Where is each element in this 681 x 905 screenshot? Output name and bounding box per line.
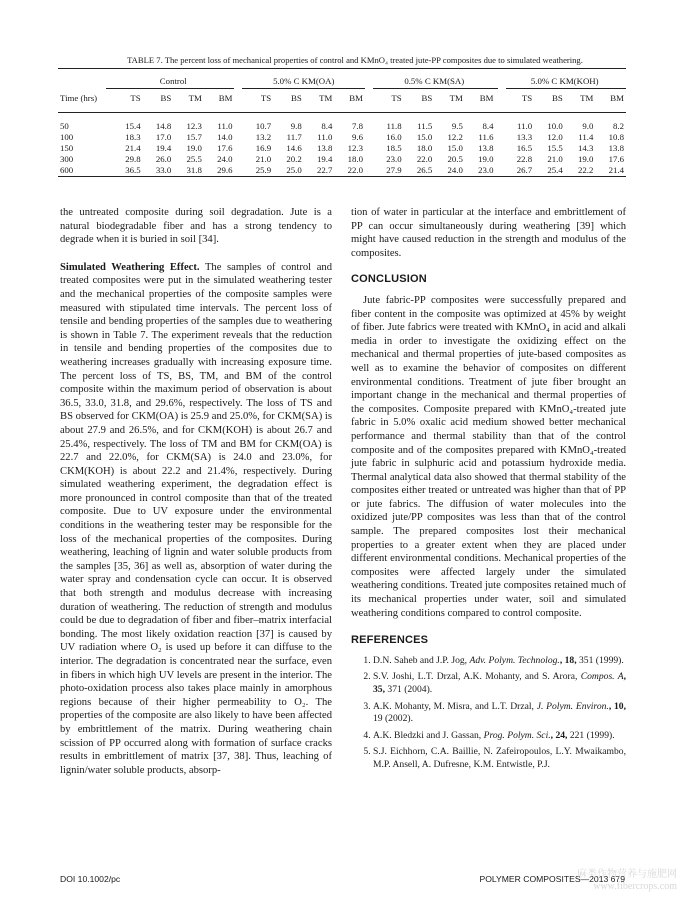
value-cell: 8.4 (482, 121, 494, 131)
reference-authors: S.V. Joshi, L.T. Drzal, A.K. Mohanty, and S. Arora, (373, 671, 581, 683)
value-cell: 18.0 (416, 143, 433, 153)
value-cell: 19.0 (577, 154, 594, 164)
value-cell: 25.0 (286, 165, 302, 175)
value-cell: 11.0 (517, 121, 533, 131)
time-cell: 300 (60, 154, 74, 164)
value-cell: 26.0 (155, 154, 172, 164)
sub-header: TS (391, 93, 402, 103)
value-cell: 11.4 (578, 132, 594, 142)
value-cell: 9.0 (582, 121, 594, 131)
value-cell: 10.0 (547, 121, 563, 131)
value-cell: 10.8 (608, 132, 624, 142)
group-header: 5.0% C KM(KOH) (530, 76, 599, 86)
group-header: Control (159, 76, 187, 86)
value-cell: 9.6 (352, 132, 363, 142)
value-cell: 16.9 (255, 143, 272, 153)
value-cell: 16.0 (386, 132, 402, 142)
value-cell: 14.8 (155, 121, 172, 131)
value-cell: 25.4 (547, 165, 563, 175)
value-cell: 11.0 (217, 121, 233, 131)
value-cell: 8.4 (321, 121, 333, 131)
value-cell: 24.0 (447, 165, 463, 175)
reference-journal: J. Polym. Environ. (536, 700, 609, 712)
value-cell: 22.7 (316, 165, 333, 175)
reference-pages: 371 (2004). (385, 684, 433, 695)
value-cell: 20.2 (286, 154, 302, 164)
value-cell: 22.0 (347, 165, 363, 175)
table-row (58, 165, 626, 176)
sub-header: TS (130, 93, 141, 103)
reference-volume: , 10, (608, 700, 626, 712)
value-cell: 18.3 (125, 132, 141, 142)
section-heading: CONCLUSION (351, 273, 427, 286)
value-cell: 36.5 (125, 165, 141, 175)
reference-pages: 351 (1999). (576, 654, 624, 666)
time-cell: 150 (60, 143, 74, 153)
paragraph: Jute fabric-PP composites were successfully prepared and fiber content in the composite was optimized at 45% by weight of fiber. Jute fabrics were treated with KMnO₄ in acid and alkali media in order to investigate the oxidizing effect on the mechanical and thermal properties of jute-based composites as well as to examine the behavior of composites on different environmental conditions. Treatment of jute fiber brought an important change in the mechanical and thermal properties of the composites. Composite prepared with KMnO₄-treated jute fabric in 5.0% oxalic acid medium showed better mechanical performance and thermal stability than that of the control composite and of the composites prepared with KMnO₄-treated jute fabric in sulphuric acid and potassium hydroxide media. Thermal analytical data also showed that thermal stability of the composites either treated or untreated was higher than that of PP or jute fabrics. The diffusion of water molecules into the oxidized jute/PP composites was less than that of the control sample. The prepared composites lost their mechanical properties to a greater extent when they are placed under different environmental conditions. Mechanical properties of the composites were affected largely under the simulated weathering conditions. Treated jute composites retained much of its mechanical properties under water, soil and simulated weathering conditions compared to control composite. (351, 294, 626, 619)
value-cell: 31.8 (186, 165, 202, 175)
reference-journal: Adv. Polym. Technolog. (469, 654, 560, 666)
value-cell: 16.5 (516, 143, 533, 153)
sub-header: TM (580, 93, 594, 103)
sub-header: BS (290, 93, 302, 103)
value-cell: 27.9 (386, 165, 402, 175)
value-cell: 33.0 (155, 165, 172, 175)
reference-item (373, 746, 626, 771)
value-cell: 19.0 (186, 143, 202, 153)
reference-authors: A.K. Mohanty, M. Misra, and L.T. Drzal, (373, 700, 537, 712)
value-cell: 26.7 (516, 165, 533, 175)
table-row (58, 132, 626, 143)
value-cell: 22.8 (516, 154, 533, 164)
sub-header: TS (521, 93, 533, 103)
table-7 (58, 72, 626, 176)
time-cell: 600 (60, 165, 74, 175)
value-cell: 13.8 (608, 143, 624, 153)
value-cell: 19.0 (478, 154, 494, 164)
table-caption: TABLE 7. The percent loss of mechanical properties of control and KMnO₄ treated jute-PP composites due to simulated weathering. (127, 55, 583, 65)
value-cell: 11.5 (417, 121, 433, 131)
left-column (60, 206, 332, 777)
group-header: 5.0% C KM(OA) (273, 76, 335, 86)
sub-header: TS (260, 93, 272, 103)
value-cell: 11.7 (286, 132, 302, 142)
table-top-rule (58, 68, 626, 69)
row-header: Time (hrs) (60, 93, 98, 103)
watermark (577, 869, 677, 893)
table-bottom-rule (58, 176, 626, 177)
table-row (58, 154, 626, 165)
value-cell: 11.6 (478, 132, 494, 142)
paragraph: tion of water in particular at the interface and embrittlement of PP can occur simultaneously during weathering [39] which might have caused reduction in the strength and modulus of the composites. (351, 207, 626, 259)
right-column (351, 206, 626, 776)
table-row (58, 111, 626, 132)
sub-header: BM (218, 93, 233, 103)
paragraph (60, 261, 332, 778)
value-cell: 15.4 (125, 121, 141, 131)
group-header: 0.5% C KM(SA) (404, 76, 465, 86)
sub-header: BS (421, 93, 433, 103)
reference-journal: Compos. A (580, 671, 624, 683)
value-cell: 13.2 (255, 132, 272, 142)
value-cell: 13.8 (316, 143, 333, 153)
paragraph: the untreated composite during soil degradation. Jute is a natural biodegradable fiber and has a strong tendency to degrade when it is buried in soil [34]. (60, 207, 332, 246)
value-cell: 13.3 (516, 132, 533, 142)
value-cell: 21.0 (547, 154, 563, 164)
value-cell: 12.3 (186, 121, 202, 131)
value-cell: 12.3 (347, 143, 363, 153)
sub-header: BM (349, 93, 363, 103)
value-cell: 25.5 (186, 154, 202, 164)
value-cell: 8.2 (613, 121, 624, 131)
value-cell: 22.2 (577, 165, 594, 175)
reference-pages: 19 (2002). (373, 713, 413, 725)
section-heading: REFERENCES (351, 634, 429, 647)
value-cell: 7.8 (352, 121, 363, 131)
reference-item (373, 671, 626, 696)
reference-item (373, 655, 626, 668)
watermark-line: www.fibercrops.com (593, 881, 677, 892)
paragraph-text: The samples of control and treated composites were put in the simulated weathering tester and the mechanical properties of the composite samples were measured with stipulated time intervals. The percent loss of tensile and bending properties of the samples due to weathering is shown in Table 7. The experiment reveals that the reduction in tensile and bending properties of the composites due to weathering increases gradually with increasing exposure time. The percent loss of TS, BS, TM, and BM of the control composite within the maximum period of observation is about 36.5, 33.0, 31.8, and 29.6%, respectively. The loss of TS and BS observed for CKM(OA) is 25.9 and 25.0%, for CKM(SA) is about 27.9 and 26.5%, and for CKM(KOH) is about 26.7 and 25.4%, respectively. The loss of TM and BM for CKM(OA) is 22.7 and 22.0%, for CKM(SA) is 24.0 and 23.0%, for CKM(KOH) is about 22.2 and 21.4%, respectively. During simulated weathering experiment, the degradation effect is more pronounced in control composite than that of the treated composite. Due to UV exposure under the environmental conditions in the weathering tester may be responsible for the loss of the mechanical properties of the composites. During weathering, leaching of lignin and water soluble products from the samples [35, 36] as well as, absorption of water during the water spray and condensation cycle can occur. It is observed that both strength and modulus decrease with increasing duration of weathering. The reduction of strength and modulus could be due to degradation of fiber and fiber–matrix interfacial bonding. The most likely oxidation reaction [37] is caused by UV radiation where O₂ is used up before it can diffuse to the interior. The degradation is concentrated near the surface, even in fibers in which high UV levels are present in the interior. The photo-oxidation process also takes place mainly in amorphous regions because of their higher permeability to O₂. The properties of the composite are also likely to have been affected by embrittlement of the matrix. During weathering chain scission of PP occurred along with formation of surface cracks results in embrittlement of matrix [37, 38]. Thus, leaching of lignin/water soluble products, absorp- (60, 261, 333, 776)
value-cell: 12.0 (547, 132, 563, 142)
sub-header: TM (188, 93, 202, 103)
reference-pages: 221 (1999). (567, 729, 615, 741)
value-cell: 10.7 (255, 121, 272, 131)
value-cell: 11.8 (386, 121, 402, 131)
value-cell: 19.4 (155, 143, 172, 153)
value-cell: 24.0 (217, 154, 233, 164)
value-cell: 15.5 (547, 143, 563, 153)
reference-volume: , 35, (373, 671, 626, 695)
reference-item (373, 730, 626, 743)
value-cell: 20.5 (447, 154, 463, 164)
value-cell: 26.5 (416, 165, 433, 175)
value-cell: 11.0 (317, 132, 333, 142)
value-cell: 17.0 (155, 132, 172, 142)
value-cell: 29.8 (125, 154, 141, 164)
value-cell: 21.0 (255, 154, 272, 164)
value-cell: 18.0 (347, 154, 363, 164)
footer-doi: DOI 10.1002/pc (60, 874, 121, 884)
run-in-heading: Simulated Weathering Effect. (60, 261, 200, 273)
sub-header: BM (479, 93, 494, 103)
value-cell: 9.8 (290, 121, 302, 131)
footer-journal: POLYMER COMPOSITES—2013 679 (479, 874, 625, 884)
value-cell: 23.0 (386, 154, 402, 164)
reference-authors: A.K. Bledzki and J. Gassan, (373, 729, 484, 741)
table-row (58, 143, 626, 154)
value-cell: 12.2 (447, 132, 463, 142)
value-cell: 15.0 (416, 132, 433, 142)
time-cell: 100 (60, 132, 74, 142)
value-cell: 17.6 (217, 143, 233, 153)
value-cell: 23.0 (478, 165, 494, 175)
value-cell: 17.6 (608, 154, 624, 164)
reference-journal: Prog. Polym. Sci. (483, 729, 551, 741)
value-cell: 22.0 (416, 154, 433, 164)
sub-header: BS (551, 93, 563, 103)
value-cell: 18.5 (386, 143, 402, 153)
value-cell: 29.6 (217, 165, 233, 175)
value-cell: 25.9 (255, 165, 272, 175)
time-cell: 50 (60, 121, 69, 131)
value-cell: 19.4 (316, 154, 333, 164)
reference-authors: D.N. Saheb and J.P. Jog, (373, 654, 470, 666)
value-cell: 14.6 (286, 143, 302, 153)
value-cell: 21.4 (608, 165, 624, 175)
sub-header: BS (160, 93, 172, 103)
value-cell: 13.8 (478, 143, 494, 153)
value-cell: 9.5 (451, 121, 463, 131)
value-cell: 14.3 (577, 143, 594, 153)
value-cell: 21.4 (125, 143, 141, 153)
sub-header: TM (319, 93, 333, 103)
value-cell: 15.0 (447, 143, 463, 153)
reference-item (373, 701, 626, 726)
value-cell: 14.0 (217, 132, 233, 142)
sub-header: TM (449, 93, 463, 103)
reference-authors: S.J. Eichhorn, C.A. Baillie, N. Zafeiropoulos, L.Y. Mwaikambo, M.P. Ansell, A. Dufresne, K.M. Entwistle, P.J. (373, 746, 626, 770)
reference-volume: , 18, (559, 654, 577, 666)
watermark-line: 麻类作物营养与施肥网 (577, 869, 677, 880)
sub-header: BM (610, 93, 624, 103)
reference-volume: , 24, (550, 729, 568, 741)
reference-list (351, 655, 626, 772)
value-cell: 15.7 (186, 132, 202, 142)
